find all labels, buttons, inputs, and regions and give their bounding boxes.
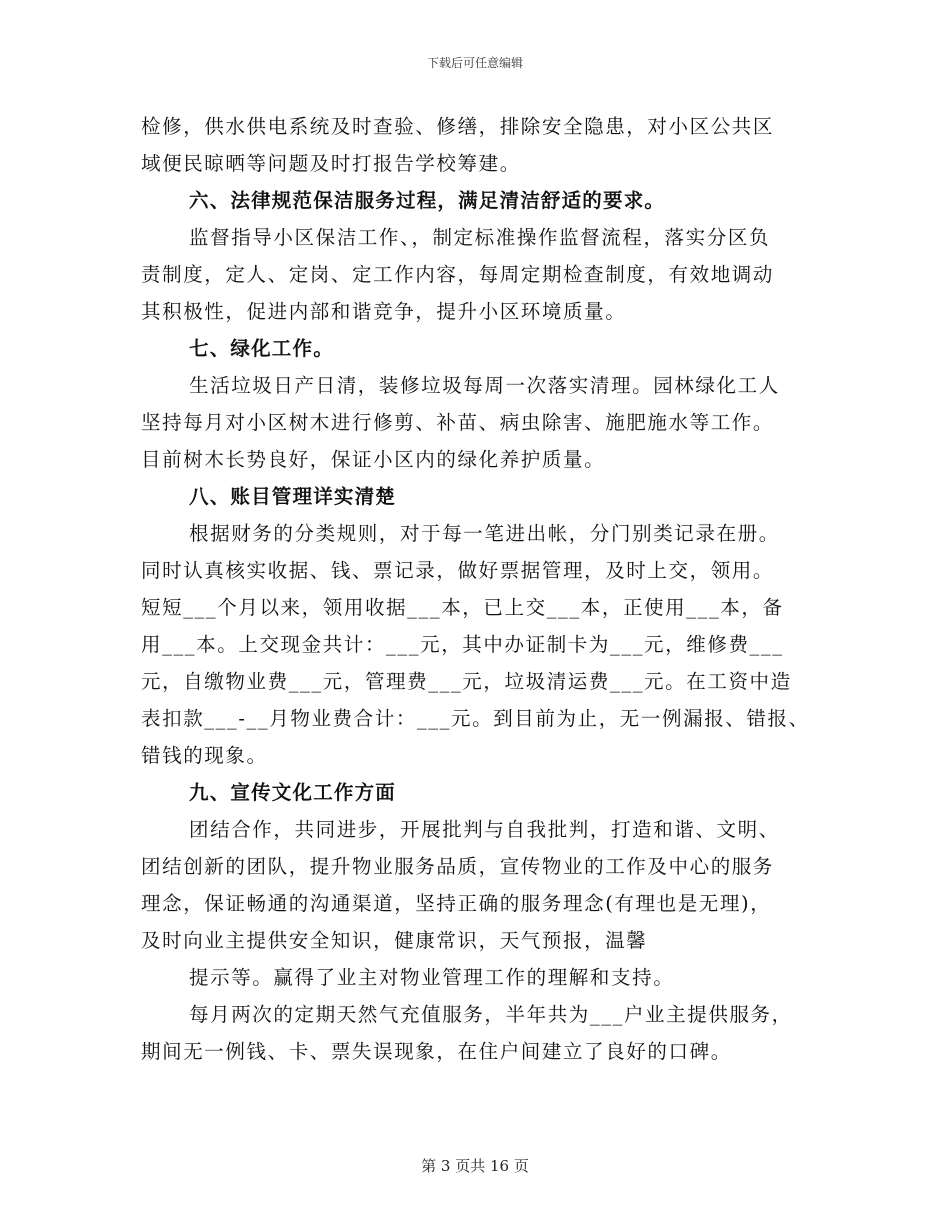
section-heading: 六、法律规范保洁服务过程，满足清洁舒适的要求。 [189,189,666,212]
paragraph-line: 团结合作，共同进步，开展批判与自我批判，打造和谐、文明、 [189,818,780,841]
paragraph-line: 表扣款___-__月物业费合计：___元。到目前为止，无一例漏报、错报、 [141,707,810,730]
paragraph-line: 同时认真核实收据、钱、票记录，做好票据管理，及时上交，领用。 [141,559,775,582]
paragraph-line: 期间无一例钱、卡、票失误现象，在住户间建立了良好的口碑。 [141,1040,732,1063]
section-heading: 七、绿化工作。 [189,337,334,360]
paragraph-line: 短短___个月以来，领用收据___本，已上交___本，正使用___本，备 [141,596,784,619]
paragraph-line: 错钱的现象。 [141,744,268,767]
paragraph-line: 坚持每月对小区树木进行修剪、补苗、病虫除害、施肥施水等工作。 [141,411,775,434]
page-header: 下载后可任意编辑 [426,56,523,70]
paragraph-line: 域便民晾晒等问题及时打报告学校筹建。 [141,152,521,175]
page-number: 第 3 页共 16 页 [421,1157,529,1175]
paragraph-line: 目前树木长势良好，保证小区内的绿化养护质量。 [141,448,606,471]
paragraph-line: 元，自缴物业费___元，管理费___元，垃圾清运费___元。在工资中造 [141,670,792,693]
paragraph-line: 团结创新的团队，提升物业服务品质，宣传物业的工作及中心的服务 [141,855,775,878]
paragraph-line: 用___本。上交现金共计：___元，其中办证制卡为___元，维修费___ [141,633,784,656]
paragraph-line: 理念，保证畅通的沟通渠道，坚持正确的服务理念(有理也是无理)， [141,892,772,915]
paragraph-line: 监督指导小区保洁工作、，制定标准操作监督流程，落实分区负 [189,226,771,249]
section-heading: 九、宣传文化工作方面 [189,781,397,804]
paragraph-line: 生活垃圾日产日清，装修垃圾每周一次落实清理。园林绿化工人 [189,374,780,397]
document-body [141,108,821,1070]
paragraph-line: 及时向业主提供安全知识，健康常识，天气预报，温馨 [141,929,648,952]
paragraph-line: 每月两次的定期天然气充值服务，半年共为___户业主提供服务， [189,1003,793,1026]
paragraph-line: 检修，供水供电系统及时查验、修缮，排除安全隐患，对小区公共区 [141,115,775,138]
paragraph-line: 责制度，定人、定岗、定工作内容，每周定期检查制度，有效地调动 [141,263,775,286]
section-heading: 八、账目管理详实清楚 [189,485,397,508]
paragraph-line: 根据财务的分类规则，对于每一笔进出帐，分门别类记录在册。 [189,522,780,545]
paragraph-line: 其积极性，促进内部和谐竞争，提升小区环境质量。 [141,300,627,323]
paragraph-line: 提示等。赢得了业主对物业管理工作的理解和支持。 [189,966,675,989]
